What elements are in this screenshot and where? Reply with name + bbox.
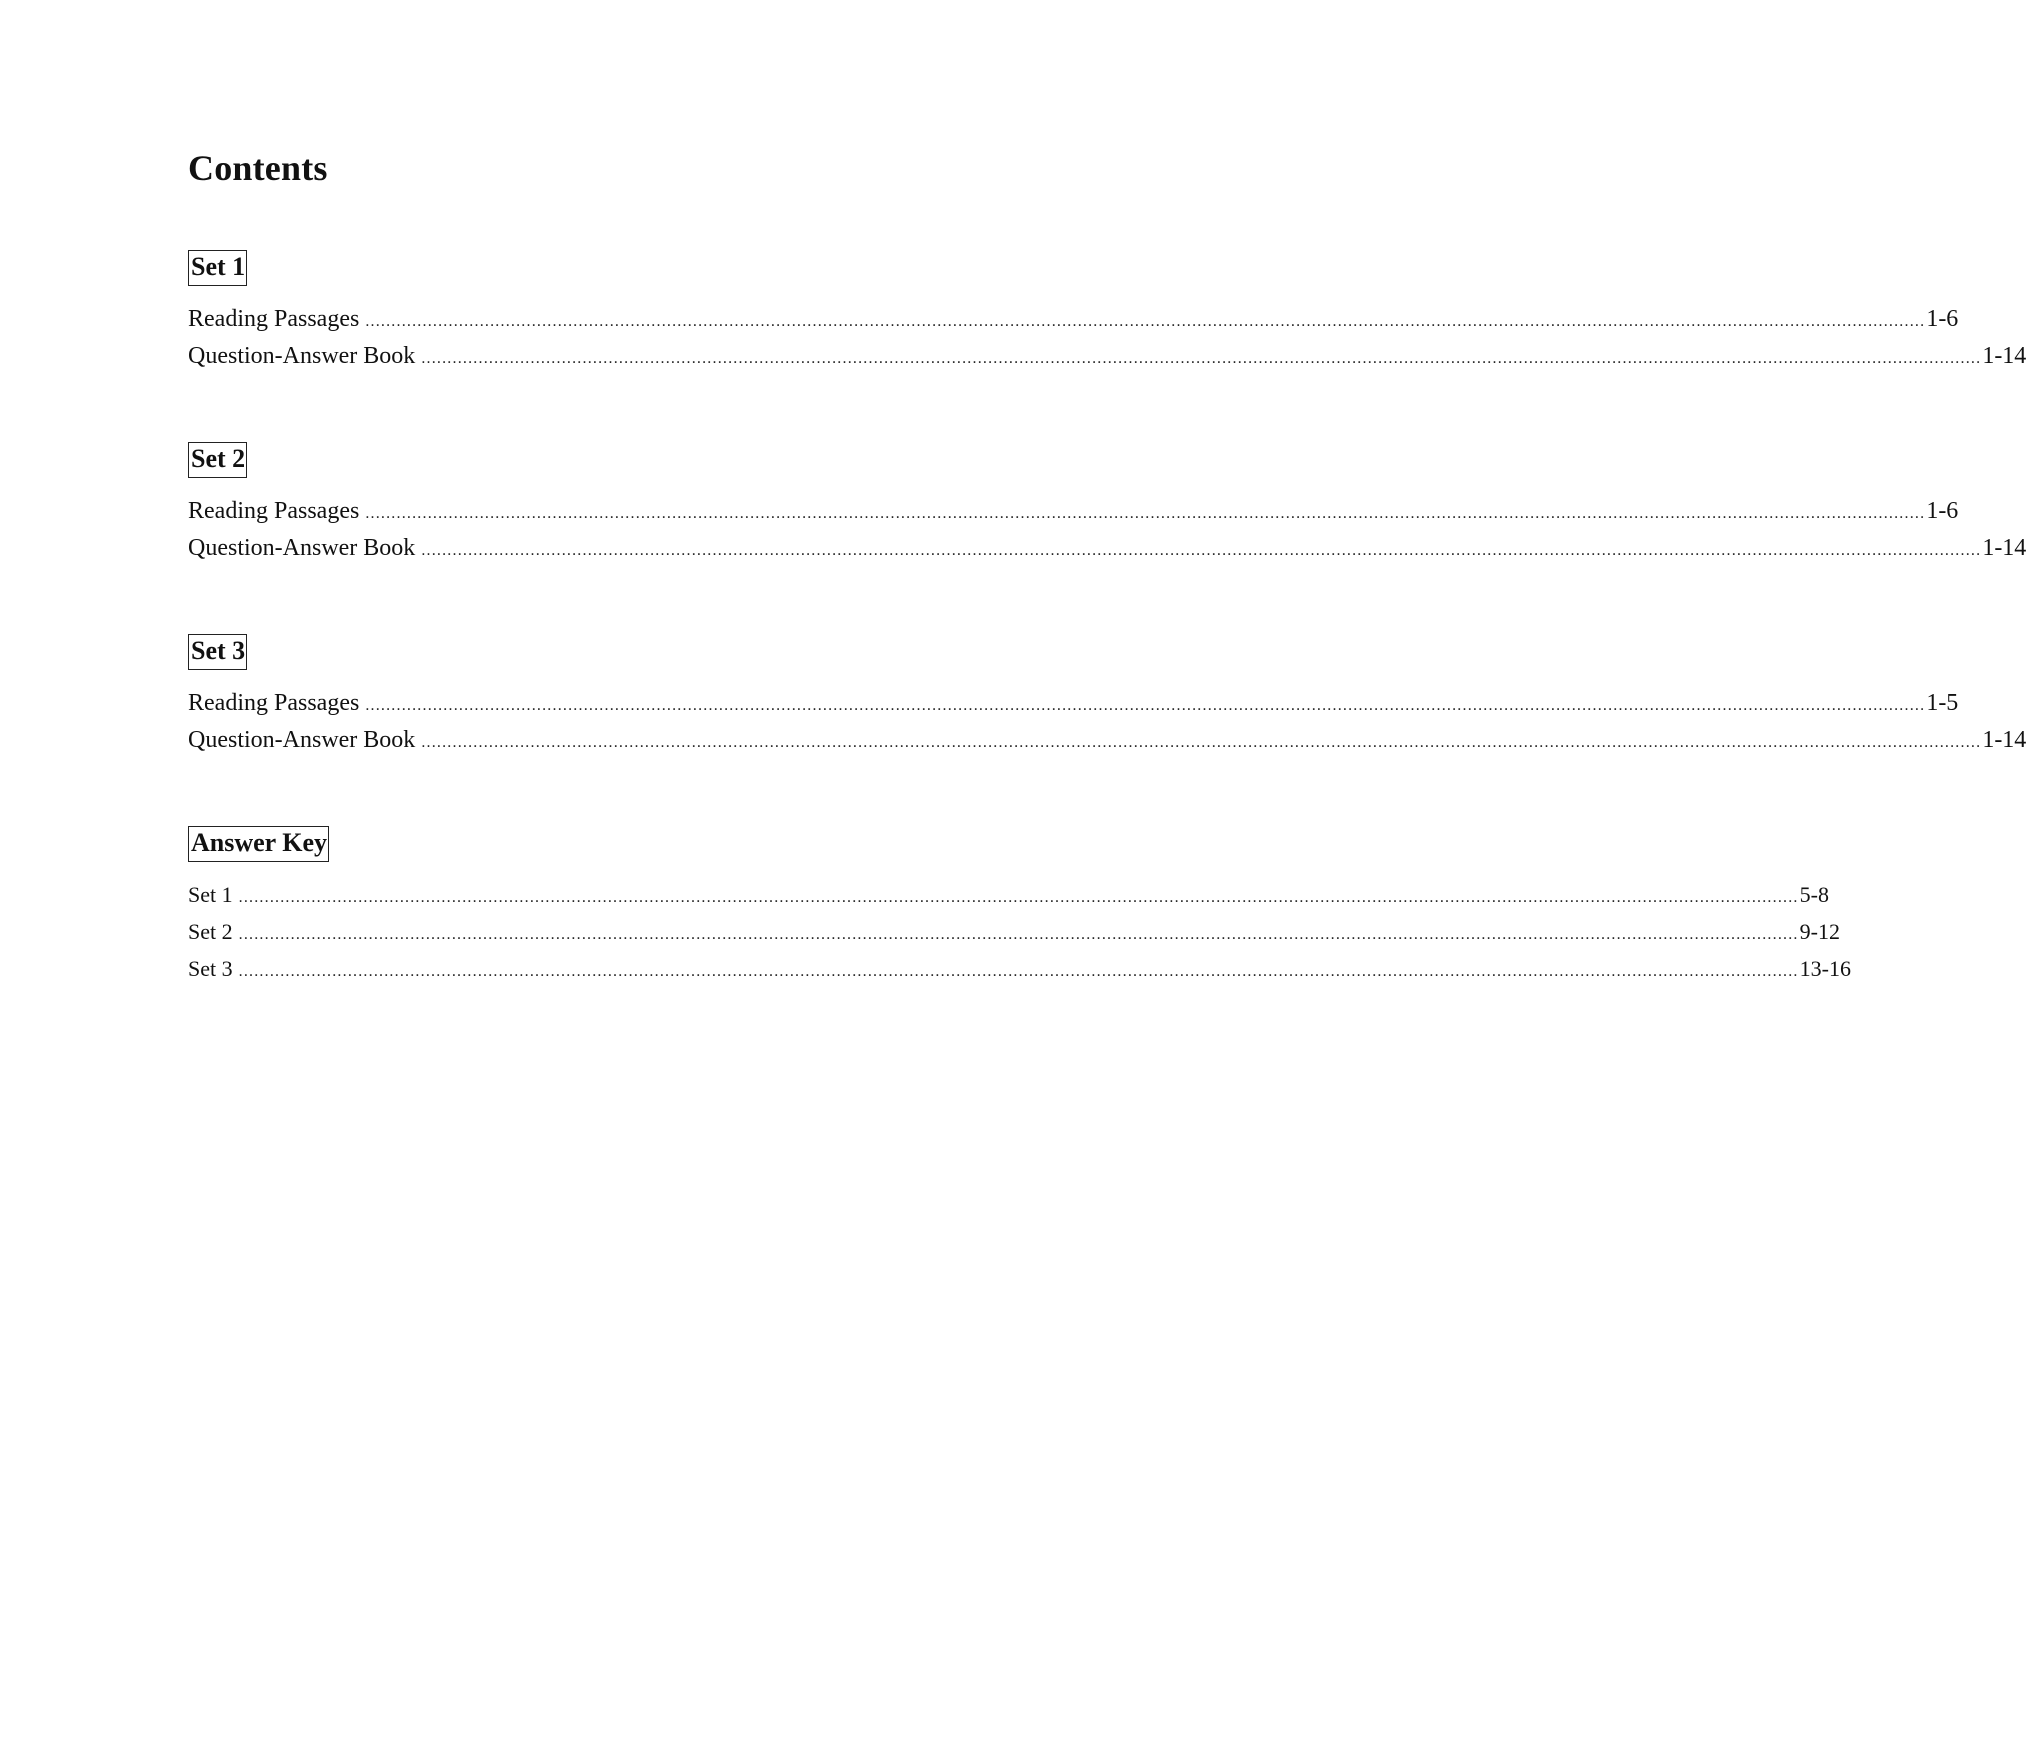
dot-leader: ............................................................................................................................................................................................................................................................................................................	[365, 505, 1926, 522]
dot-leader: ............................................................................................................................................................................................................................................................................................................	[365, 697, 1926, 714]
toc-entry-pages: 1-5	[1926, 690, 1959, 716]
toc-entry-label: Reading Passages	[188, 690, 360, 716]
toc-entry[interactable]	[188, 882, 1829, 919]
dot-leader: ............................................................................................................................................................................................................................................................................................................	[238, 963, 1799, 980]
page-title: Contents	[188, 148, 328, 188]
toc-entry-list	[188, 882, 1851, 993]
section-answer-key	[188, 826, 1851, 993]
toc-entry-list	[188, 498, 2026, 572]
toc-entry[interactable]	[188, 306, 1959, 343]
toc-entry-list	[188, 306, 2026, 380]
toc-entry[interactable]	[188, 498, 1959, 535]
toc-entry-label: Set 2	[188, 919, 233, 944]
section-set-2	[188, 442, 2026, 572]
toc-entry-label: Set 3	[188, 956, 233, 981]
toc-entry-pages: 13-16	[1799, 956, 1851, 981]
toc-entry-label: Set 1	[188, 882, 233, 907]
toc-entry[interactable]	[188, 343, 2026, 380]
toc-entry-list	[188, 690, 2026, 764]
toc-entry-pages: 1-14	[1982, 535, 2026, 561]
toc-entry-pages: 5-8	[1799, 882, 1829, 907]
section-set-1	[188, 250, 2026, 380]
toc-entry-pages: 1-14	[1982, 727, 2026, 753]
toc-entry-pages: 1-6	[1926, 306, 1959, 332]
toc-entry-pages: 1-14	[1982, 343, 2026, 369]
section-heading: Set 2	[188, 442, 247, 478]
section-heading: Set 3	[188, 634, 247, 670]
dot-leader: ............................................................................................................................................................................................................................................................................................................	[238, 889, 1799, 906]
toc-entry-label: Question-Answer Book	[188, 535, 416, 561]
dot-leader: ............................................................................................................................................................................................................................................................................................................	[365, 313, 1926, 330]
toc-entry[interactable]	[188, 956, 1851, 993]
dot-leader: ............................................................................................................................................................................................................................................................................................................	[421, 542, 1982, 559]
toc-entry[interactable]	[188, 535, 2026, 572]
contents-page	[188, 148, 2026, 1055]
dot-leader: ............................................................................................................................................................................................................................................................................................................	[421, 350, 1982, 367]
toc-entry-label: Reading Passages	[188, 498, 360, 524]
toc-entry[interactable]	[188, 919, 1840, 956]
toc-entry-label: Question-Answer Book	[188, 727, 416, 753]
toc-entry[interactable]	[188, 690, 1959, 727]
toc-entry-pages: 1-6	[1926, 498, 1959, 524]
toc-entry-pages: 9-12	[1799, 919, 1840, 944]
toc-entry-label: Reading Passages	[188, 306, 360, 332]
toc-entry-label: Question-Answer Book	[188, 343, 416, 369]
toc-entry[interactable]	[188, 727, 2026, 764]
section-heading: Answer Key	[188, 826, 329, 862]
dot-leader: ............................................................................................................................................................................................................................................................................................................	[238, 926, 1799, 943]
dot-leader: ............................................................................................................................................................................................................................................................................................................	[421, 734, 1982, 751]
section-set-3	[188, 634, 2026, 764]
section-heading: Set 1	[188, 250, 247, 286]
